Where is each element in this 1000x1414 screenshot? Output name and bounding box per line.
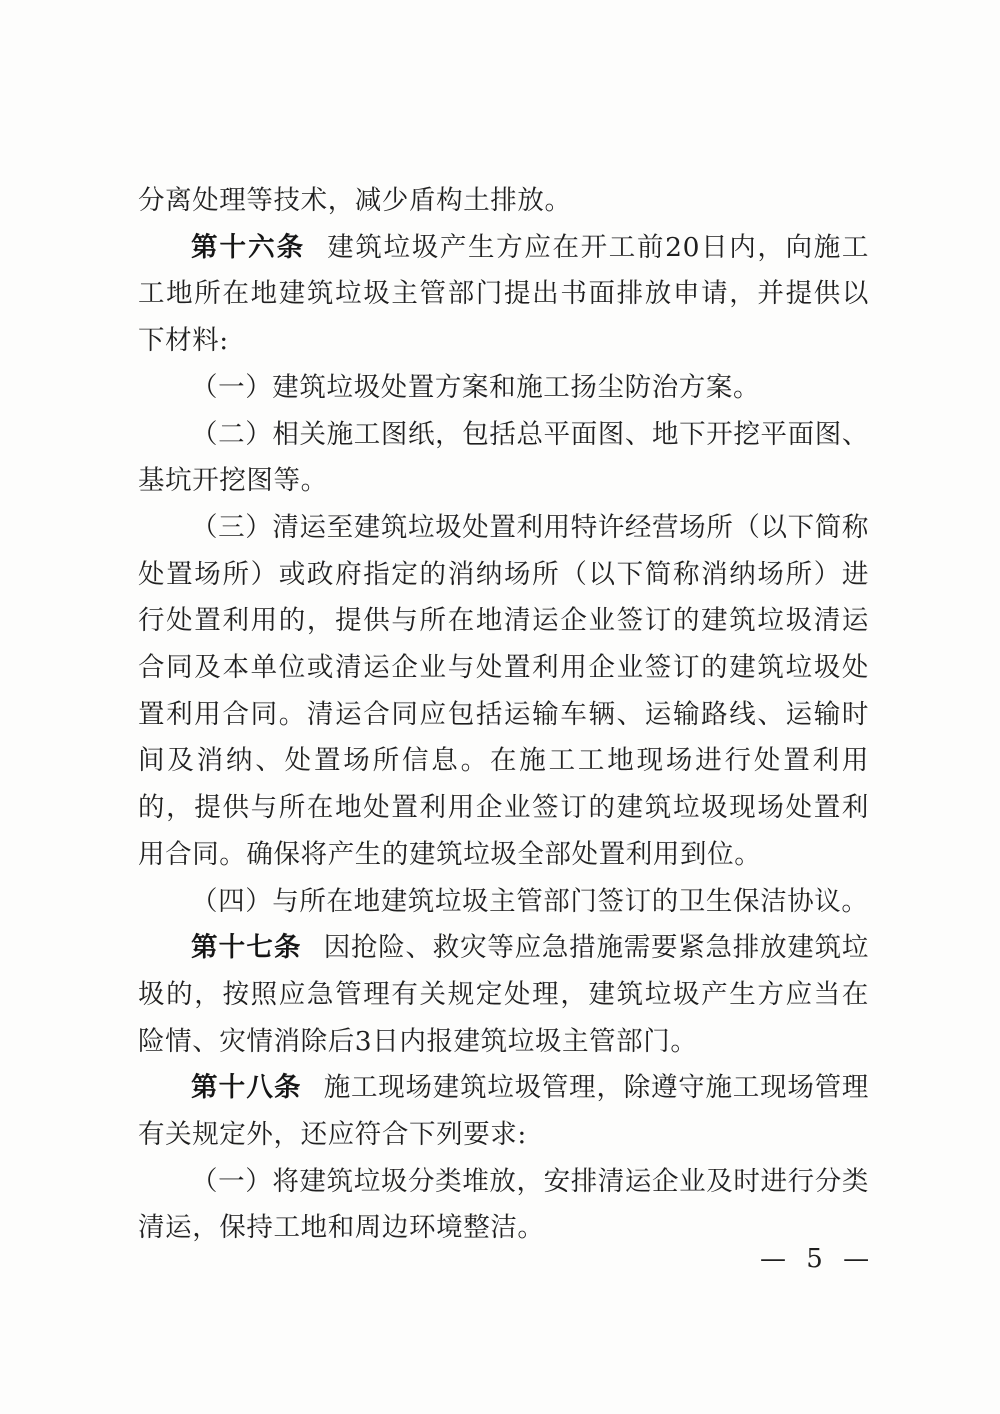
article-label: 第十六条 xyxy=(191,231,306,263)
paragraph-text: 施工现场建筑垃圾管理，除遵守施工现场管理有关规定外，还应符合下列要求: xyxy=(138,1072,870,1151)
paragraph-text: （二）相关施工图纸，包括总平面图、地下开挖平面图、基坑开挖图等。 xyxy=(138,418,869,497)
document-body xyxy=(138,178,869,1252)
paragraph-text: 建筑垃圾产生方应在开工前20日内，向施工工地所在地建筑垃圾主管部门提出书面排放申请，并提供以下材料: xyxy=(138,231,869,357)
article-16-item-3 xyxy=(138,505,869,879)
paragraph-continuation xyxy=(138,178,869,225)
article-16 xyxy=(138,225,869,365)
article-16-item-1 xyxy=(138,365,869,412)
paragraph-text: 因抢险、救灾等应急措施需要紧急排放建筑垃圾的，按照应急管理有关规定处理，建筑垃圾产生方应当在险情、灾情消除后3日内报建筑垃圾主管部门。 xyxy=(138,932,870,1057)
article-16-item-2 xyxy=(138,412,869,505)
page-number: — 5 — xyxy=(760,1244,876,1274)
article-label: 第十七条 xyxy=(191,932,302,964)
paragraph-text: 分离处理等技术，减少盾构土排放。 xyxy=(138,185,572,216)
article-17 xyxy=(138,925,869,1065)
paragraph-text: （三）清运至建筑垃圾处置利用特许经营场所（以下简称处置场所）或政府指定的消纳场所（以下简称消纳场所）进行处置利用的，提供与所在地清运企业签订的建筑垃圾清运合同及本单位或清运企业与处置利用企业签订的建筑垃圾处置利用合同。清运合同应包括运输车辆、运输路线、运输时间及消纳、处置场所信息。在施工工地现场进行处置利用的，提供与所在地处置利用企业签订的建筑垃圾现场处置利用合同。确保将产生的建筑垃圾全部处置利用到位。 xyxy=(138,511,869,870)
paragraph-text: （四）与所在地建筑垃圾主管部门签订的卫生保洁协议。 xyxy=(191,885,869,917)
article-16-item-4 xyxy=(138,879,869,926)
article-label: 第十八条 xyxy=(191,1072,302,1104)
article-18-item-1 xyxy=(138,1159,869,1252)
paragraph-text: （一）将建筑垃圾分类堆放，安排清运企业及时进行分类清运，保持工地和周边环境整洁。 xyxy=(138,1165,869,1244)
paragraph-text: （一）建筑垃圾处置方案和施工扬尘防治方案。 xyxy=(191,371,761,403)
article-18 xyxy=(138,1065,869,1158)
